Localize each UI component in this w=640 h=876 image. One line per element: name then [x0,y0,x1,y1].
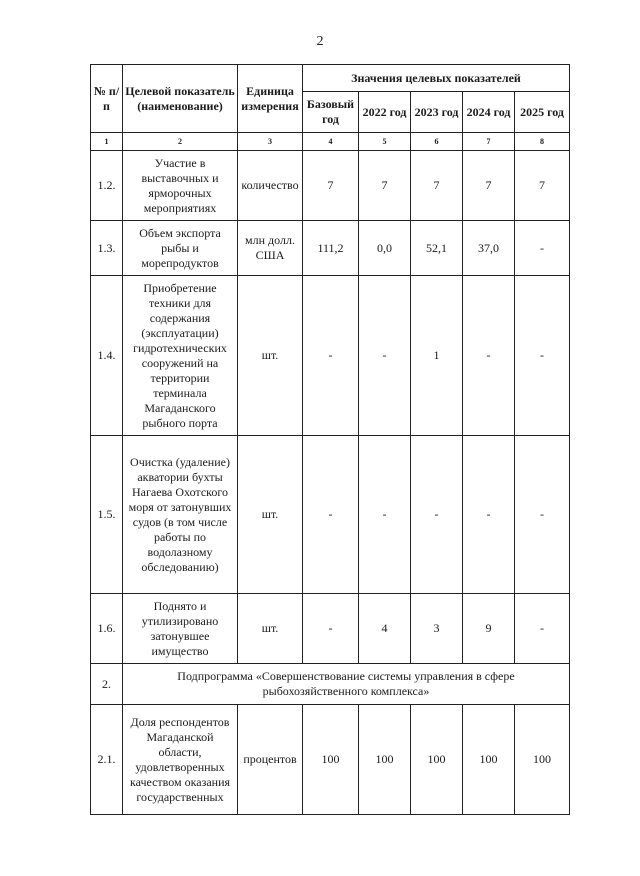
table-row [91,594,570,664]
value-2025: - [515,276,570,436]
indicator-unit: шт. [238,436,303,594]
row-number: 1.3. [91,221,123,276]
target-indicators-table [90,64,570,815]
value-2023: - [411,436,463,594]
value-2025: - [515,594,570,664]
row-number: 1.6. [91,594,123,664]
indicator-unit: количество [238,151,303,221]
header-unit: Единица измерения [238,65,303,133]
value-base: 7 [303,151,359,221]
row-number: 1.4. [91,276,123,436]
value-2023: 52,1 [411,221,463,276]
column-number: 3 [238,133,303,151]
header-year-2025: 2025 год [515,92,570,133]
column-number: 7 [463,133,515,151]
header-year-base: Базовый год [303,92,359,133]
indicator-name: Участие в выставочных и ярморочных мероприятиях [123,151,238,221]
value-2025: - [515,436,570,594]
value-2022: 0,0 [359,221,411,276]
column-number: 2 [123,133,238,151]
row-number: 2.1. [91,705,123,815]
value-2024: 7 [463,151,515,221]
value-2024: 37,0 [463,221,515,276]
indicator-unit: процентов [238,705,303,815]
value-2022: - [359,276,411,436]
header-year-2023: 2023 год [411,92,463,133]
indicator-unit: шт. [238,276,303,436]
indicator-name: Доля респондентов Магаданской области, удовлетворенных качеством оказания государственных [123,705,238,815]
value-2023: 3 [411,594,463,664]
value-base: - [303,436,359,594]
value-base: - [303,594,359,664]
table-row [91,151,570,221]
header-year-2022: 2022 год [359,92,411,133]
indicator-name: Объем экспорта рыбы и морепродуктов [123,221,238,276]
table-row [91,705,570,815]
column-numbers-row [91,133,570,151]
indicator-unit: шт. [238,594,303,664]
header-year-2024: 2024 год [463,92,515,133]
value-2024: - [463,276,515,436]
value-2022: - [359,436,411,594]
value-base: 100 [303,705,359,815]
value-2025: 7 [515,151,570,221]
table-row [91,276,570,436]
indicator-unit: млн долл. США [238,221,303,276]
value-2023: 100 [411,705,463,815]
column-number: 8 [515,133,570,151]
value-2022: 4 [359,594,411,664]
value-base: - [303,276,359,436]
value-2024: 9 [463,594,515,664]
subprogram-row [91,664,570,705]
value-2024: 100 [463,705,515,815]
indicator-name: Приобретение техники для содержания (эксплуатации) гидротехнических сооружений на территории терминала Магаданского рыбного порта [123,276,238,436]
column-number: 4 [303,133,359,151]
row-number: 1.5. [91,436,123,594]
indicator-name: Поднято и утилизировано затонувшее имущество [123,594,238,664]
indicator-name: Очистка (удаление) акватории бухты Нагаева Охотского моря от затонувших судов (в том числе работы по водолазному обследованию) [123,436,238,594]
header-name: Целевой показатель (наименование) [123,65,238,133]
value-2023: 1 [411,276,463,436]
value-2023: 7 [411,151,463,221]
column-number: 1 [91,133,123,151]
row-number: 1.2. [91,151,123,221]
header-values: Значения целевых показателей [303,65,570,92]
value-2022: 100 [359,705,411,815]
table-row [91,436,570,594]
column-number: 5 [359,133,411,151]
row-number: 2. [91,664,123,705]
value-2025: 100 [515,705,570,815]
column-number: 6 [411,133,463,151]
value-2022: 7 [359,151,411,221]
value-2025: - [515,221,570,276]
header-no: № п/п [91,65,123,133]
value-base: 111,2 [303,221,359,276]
page-number: 2 [316,34,324,49]
table-row [91,221,570,276]
subprogram-title: Подпрограмма «Совершенствование системы управления в сфере рыбохозяйственного комплекса» [123,664,570,705]
value-2024: - [463,436,515,594]
